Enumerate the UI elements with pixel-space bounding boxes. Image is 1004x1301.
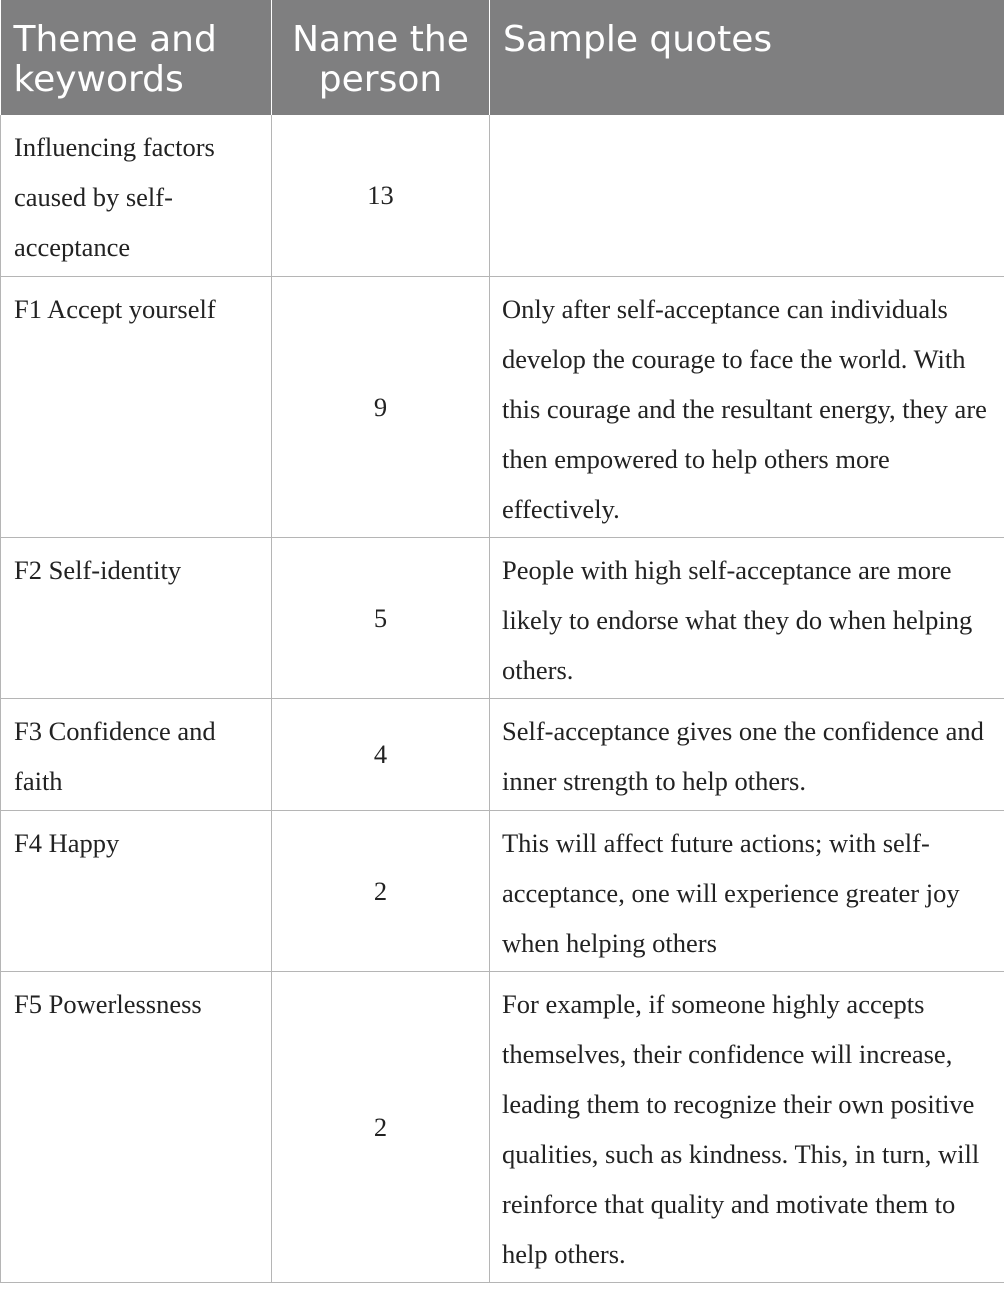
header-theme: Theme and keywords (1, 0, 272, 115)
count-cell: 9 (272, 276, 490, 537)
header-row (1, 0, 1004, 115)
quote-cell: Self-acceptance gives one the confidence and inner strength to help others. (490, 698, 1004, 810)
quote-cell: Only after self-acceptance can individuals develop the courage to face the world. With this courage and the resultant energy, they are then empowered to help others more effectively. (490, 276, 1004, 537)
header-quotes: Sample quotes (490, 0, 1004, 115)
theme-cell: Influencing factors caused by self-acceptance (1, 115, 272, 276)
theme-cell: F5 Powerlessness (1, 971, 272, 1282)
quote-cell: This will affect future actions; with self-acceptance, one will experience greater joy when helping others (490, 810, 1004, 971)
count-cell: 4 (272, 698, 490, 810)
table-row (1, 276, 1004, 537)
table-row (1, 810, 1004, 971)
quote-cell: For example, if someone highly accepts themselves, their confidence will increase, leading them to recognize their own positive qualities, such as kindness. This, in turn, will reinforce that quality and motivate them to help others. (490, 971, 1004, 1282)
count-cell: 2 (272, 810, 490, 971)
quote-cell (490, 115, 1004, 276)
header-count: Name the person (272, 0, 490, 115)
table-row (1, 698, 1004, 810)
table-row (1, 115, 1004, 276)
table-row (1, 971, 1004, 1282)
theme-cell: F4 Happy (1, 810, 272, 971)
table-row (1, 537, 1004, 698)
count-cell: 13 (272, 115, 490, 276)
quote-cell: People with high self-acceptance are more likely to endorse what they do when helping others. (490, 537, 1004, 698)
theme-cell: F1 Accept yourself (1, 276, 272, 537)
theme-cell: F3 Confidence and faith (1, 698, 272, 810)
count-cell: 2 (272, 971, 490, 1282)
count-cell: 5 (272, 537, 490, 698)
theme-cell: F2 Self-identity (1, 537, 272, 698)
